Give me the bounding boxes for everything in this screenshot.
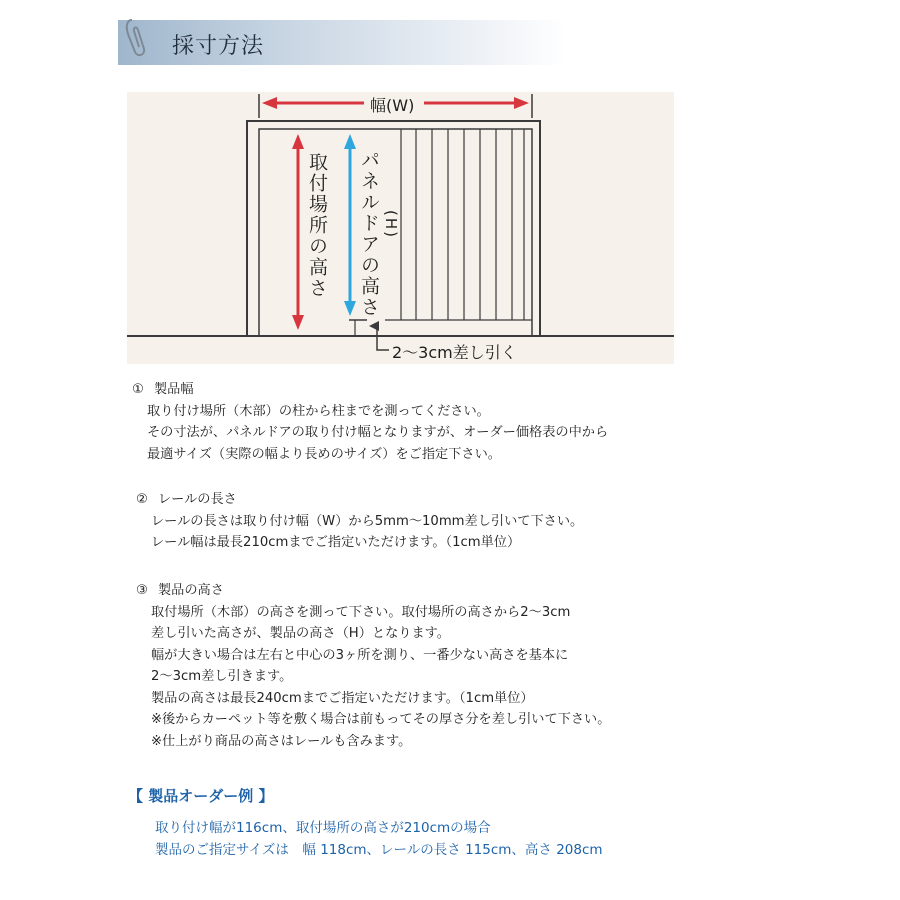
section-number: ①: [132, 382, 144, 397]
section-number: ③: [136, 583, 148, 598]
section-line: 2〜3cm差し引きます。: [151, 669, 293, 684]
section-line: 取付場所（木部）の高さを測って下さい。取付場所の高さから2〜3cm: [151, 604, 571, 620]
example-line: 取り付け幅が116cm、取付場所の高さが210cmの場合: [155, 820, 491, 836]
section-line: 取り付け場所（木部）の柱から柱までを測ってください。: [147, 403, 490, 419]
section-line: 差し引いた高さが、製品の高さ（H）となります。: [151, 626, 450, 641]
width-label: 幅(W): [370, 96, 415, 115]
section-line: 最適サイズ（実際の幅より長めのサイズ）をご指定下さい。: [147, 446, 501, 462]
height-h-label: (H): [382, 210, 400, 239]
section-line: その寸法が、パネルドアの取り付け幅となりますが、オーダー価格表の中から: [147, 425, 609, 440]
mount-height-label: 取付場所の高さ: [306, 152, 328, 299]
subtract-label: 2〜3cm差し引く: [392, 343, 517, 362]
measurement-diagram: [127, 92, 674, 364]
section-rail-length: [136, 489, 583, 554]
example-body: [155, 817, 603, 861]
example-heading: 【 製品オーダー例 】: [128, 787, 274, 805]
section-product-width: [132, 379, 608, 465]
section-line: レールの長さは取り付け幅（W）から5mm〜10mm差し引いて下さい。: [151, 513, 584, 529]
example-line: 製品のご指定サイズは 幅 118cm、レールの長さ 115cm、高さ 208cm: [155, 842, 603, 858]
section-line: 幅が大きい場合は左右と中心の3ヶ所を測り、一番少ない高さを基本に: [151, 647, 569, 663]
paperclip-icon: [123, 16, 153, 58]
section-title: レールの長さ: [158, 492, 237, 507]
section-title: 製品幅: [154, 382, 194, 397]
section-line: 製品の高さは最長240cmまでご指定いただけます。（1cm単位）: [151, 690, 534, 706]
section-line: レール幅は最長210cmまでご指定いただけます。（1cm単位）: [151, 535, 521, 550]
section-line: ※後からカーペット等を敷く場合は前もってその厚さ分を差し引いて下さい。: [151, 712, 611, 727]
section-title: 製品の高さ: [158, 583, 224, 598]
panel-height-label: パネルドアの高さ: [358, 150, 380, 318]
section-product-height: [136, 580, 610, 752]
section-number: ②: [136, 492, 148, 507]
diagram-drawing: [127, 92, 674, 364]
section-line: ※仕上がり商品の高さはレールも含みます。: [151, 733, 412, 749]
page-title: 採寸方法: [172, 34, 265, 59]
